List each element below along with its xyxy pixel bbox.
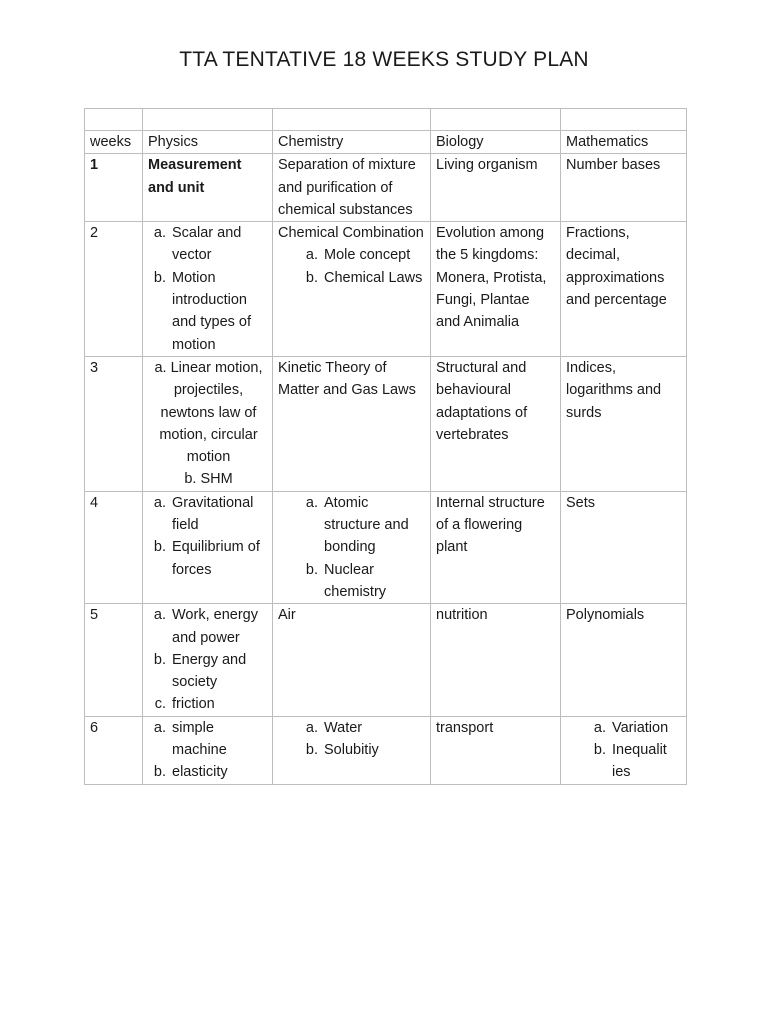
physics-list [148, 604, 267, 715]
blank-cell [273, 109, 431, 131]
list-item: b. Solubitiy [322, 739, 425, 761]
list-item: b. Chemical Laws [322, 267, 425, 289]
biology-cell: Evolution among the 5 kingdoms: Monera, Protista, Fungi, Plantae and Animalia [431, 222, 561, 357]
header-mathematics: Mathematics [561, 131, 687, 154]
header-row [85, 131, 687, 154]
table-row [85, 222, 687, 357]
chemistry-list [278, 717, 425, 762]
week-number: 1 [85, 154, 143, 222]
blank-cell [561, 109, 687, 131]
week-number: 2 [85, 222, 143, 357]
blank-cell [143, 109, 273, 131]
chemistry-cell: Separation of mixture and purification of chemical substances [273, 154, 431, 222]
table-row [85, 491, 687, 603]
chemistry-list [278, 244, 425, 289]
biology-cell: nutrition [431, 604, 561, 716]
blank-row [85, 109, 687, 131]
header-chemistry: Chemistry [273, 131, 431, 154]
list-item: a. Gravitational field [170, 492, 267, 537]
physics-list [148, 717, 267, 784]
header-biology: Biology [431, 131, 561, 154]
table-row [85, 604, 687, 716]
physics-cell [143, 716, 273, 784]
list-item: a. Variation [610, 717, 681, 739]
week-number: 4 [85, 491, 143, 603]
physics-cell: Measurement and unit [143, 154, 273, 222]
physics-cell [143, 222, 273, 357]
list-item: a. Mole concept [322, 244, 425, 266]
list-item: b. Equilibrium of forces [170, 536, 267, 581]
mathematics-cell: Sets [561, 491, 687, 603]
physics-list [148, 492, 267, 581]
mathematics-cell: Number bases [561, 154, 687, 222]
table-row [85, 154, 687, 222]
biology-cell: Living organism [431, 154, 561, 222]
physics-list [148, 222, 267, 356]
chemistry-cell [273, 222, 431, 357]
physics-cell [143, 491, 273, 603]
list-item: b. Motion introduction and types of motion [170, 267, 267, 356]
list-item: a. Water [322, 717, 425, 739]
header-physics: Physics [143, 131, 273, 154]
chemistry-cell: Air [273, 604, 431, 716]
mathematics-cell: Indices, logarithms and surds [561, 356, 687, 491]
list-item: c. friction [170, 693, 267, 715]
mathematics-cell: Polynomials [561, 604, 687, 716]
physics-cell [143, 604, 273, 716]
table-row [85, 356, 687, 491]
chemistry-cell [273, 491, 431, 603]
week-number: 3 [85, 356, 143, 491]
chemistry-cell [273, 716, 431, 784]
week-number: 6 [85, 716, 143, 784]
blank-cell [431, 109, 561, 131]
biology-cell: Structural and behavioural adaptations of vertebrates [431, 356, 561, 491]
blank-cell [85, 109, 143, 131]
list-item: a. Work, energy and power [170, 604, 267, 649]
physics-cell [143, 356, 273, 491]
biology-cell: transport [431, 716, 561, 784]
table-row [85, 716, 687, 784]
physics-list [148, 357, 267, 491]
list-item: b. Nuclear chemistry [322, 559, 425, 604]
list-item: b. Energy and society [170, 649, 267, 694]
list-item: a. Linear motion, projectiles, newtons law of motion, circular motion [148, 357, 267, 468]
header-weeks: weeks [85, 131, 143, 154]
list-item: b. Inequalit ies [610, 739, 681, 784]
biology-cell: Internal structure of a flowering plant [431, 491, 561, 603]
page-title: TTA TENTATIVE 18 WEEKS STUDY PLAN [179, 48, 589, 71]
list-item: a. Atomic structure and bonding [322, 492, 425, 559]
chemistry-cell: Kinetic Theory of Matter and Gas Laws [273, 356, 431, 491]
mathematics-cell [561, 716, 687, 784]
list-item: a. simple machine [170, 717, 267, 762]
chemistry-heading: Chemical Combination [278, 225, 424, 242]
week-number: 5 [85, 604, 143, 716]
study-plan-table [84, 108, 687, 785]
list-item: b. SHM [148, 468, 267, 490]
list-item: a. Scalar and vector [170, 222, 267, 267]
list-item: b. elasticity [170, 761, 267, 783]
mathematics-cell: Fractions, decimal, approximations and percentage [561, 222, 687, 357]
mathematics-list [566, 717, 681, 784]
chemistry-list [278, 492, 425, 603]
